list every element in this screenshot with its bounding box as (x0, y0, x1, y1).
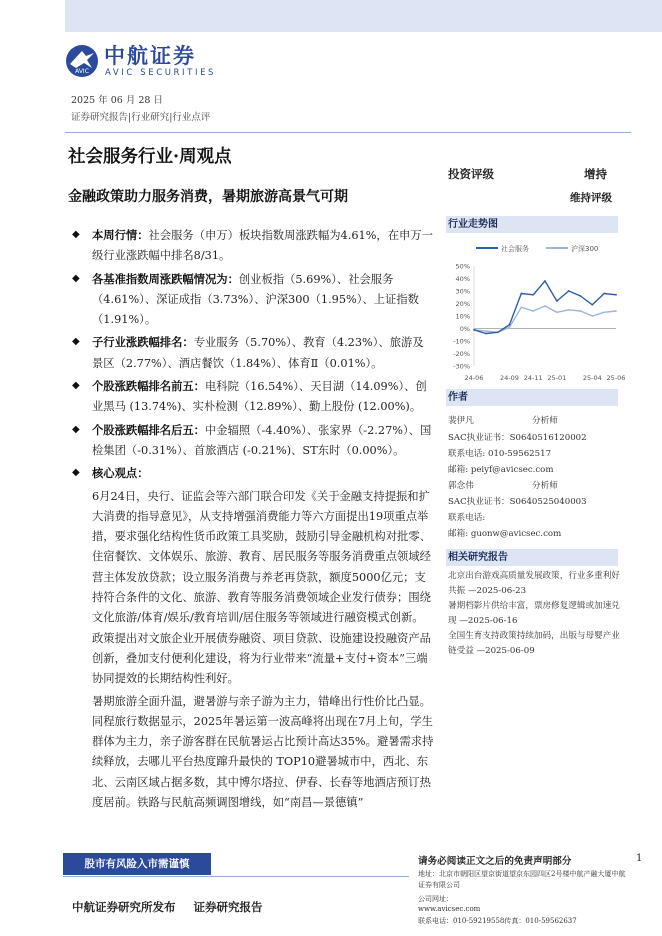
related-report-link[interactable]: 北京出台游戏高质量发展政策，行业多重利好共振 —2025-06-23 (448, 571, 620, 596)
analyst-role: 分析师 (532, 481, 558, 491)
body-paragraph: 6月24日，央行、证监会等六部门联合印发《关于金融支持提振和扩大消费的指导意见》，从支持增强消费能力等六方面提出19项重点举措，要求强化结构性货币政策工具奖励，鼓励引导金融机构对批零、住宿餐饮、文体娱乐、旅游、教育、居民服务等服务消费重点领域经营主体发放贷款；设立服务消费与养老再贷款，额度5000亿元；支持符合条件的文化、旅游、教育等服务消费领域企业发行债券；围绕文化旅游/体育/娱乐/教育培训/居住服务等领域进行融资模式创新。政策提出对文旅企业开展债券融资、项目贷款、设施建设投融资产品创新，叠加支付便利化建设，将为行业带来“流量+支付+资本”三端协同提效的长期结构性利好。 (92, 489, 431, 686)
bullet-item (72, 376, 434, 418)
company-website-row (418, 894, 453, 904)
publisher: 中航证券研究所发布 (72, 900, 176, 914)
related-report-link[interactable]: 暑期档影片供给丰富，票房修复逻辑或加速兑现 —2025-06-16 (448, 601, 620, 626)
data-point (544, 305, 546, 307)
diamond-icon: ◆ (72, 467, 80, 479)
page-subtitle: 金融政策助力服务消费，暑期旅游高景气可期 (68, 189, 348, 205)
avic-logo-icon (65, 44, 99, 78)
diamond-icon: ◆ (72, 336, 80, 348)
data-point (591, 304, 593, 306)
data-point (591, 315, 593, 317)
y-tick-label: 20% (455, 300, 470, 308)
rating-label: 投资评级 (448, 167, 494, 181)
data-point (497, 331, 499, 333)
analyst-sac: SAC执业证书：S0640516120002 (448, 433, 587, 443)
bullet-item (72, 420, 434, 462)
data-point (532, 294, 534, 296)
disclaimer-note: 请务必阅读正文之后的免责声明部分 (418, 856, 572, 867)
data-point (556, 311, 558, 313)
bullet-item (72, 269, 434, 331)
related-report-link[interactable]: 全国生育支持政策持续加码，出版与母婴产业链受益 —2025-06-09 (448, 631, 620, 656)
data-point (568, 290, 570, 292)
diamond-icon: ◆ (72, 229, 80, 240)
data-point (473, 329, 475, 331)
page-number: 1 (636, 853, 643, 864)
bullet-label: 各基准指数周涨跌幅情况为： (92, 271, 239, 286)
logo-mark-text: AVIC (75, 68, 89, 75)
rating-note: 维持评级 (570, 192, 612, 204)
data-point (603, 311, 605, 313)
logo-text-cn: 中航证券 (104, 44, 196, 68)
y-tick-label: 50% (455, 262, 470, 271)
data-point (556, 300, 558, 302)
y-tick-label: -20% (453, 350, 470, 358)
company-website[interactable]: www.avicsec.com (418, 905, 481, 913)
data-point (615, 294, 617, 296)
bullet-label: 本周行情： (92, 228, 149, 242)
report-date: 2025 年 06 月 28 日 (71, 95, 163, 106)
data-point (580, 310, 582, 312)
x-tick-label: 24-11 (523, 374, 543, 382)
bullet-label: 个股涨跌幅排名后五： (92, 422, 205, 437)
bullet-text: 创业板指（5.69%）、社会服务（4.61%）、深证成指（3.73%）、沪深300（1.95%）、上证指数（1.91%）。 (92, 272, 419, 327)
analyst-phone: 联系电话: 010-59562517 (448, 449, 552, 459)
divider (65, 132, 631, 133)
y-tick-label: -10% (453, 337, 470, 346)
y-tick-label: 30% (455, 287, 470, 296)
trend-chart-title: 行业走势图 (446, 216, 618, 233)
bullet-label: 子行业涨跌幅排名： (92, 335, 194, 350)
data-point (603, 293, 605, 295)
y-tick-label: 0% (459, 325, 470, 333)
rating-value: 增持 (584, 167, 607, 181)
analyst-name: 郭念伟 (448, 481, 474, 491)
bullet-text: 专业服务（5.70%）、教育（4.23%）、旅游及景区（2.77%）、酒店餐饮（1.84%）、体育Ⅱ（0.01%）。 (92, 336, 424, 370)
report-type: 证券研究报告 (193, 900, 263, 914)
related-reports-title: 相关研究报告 (446, 549, 618, 566)
bullet-item (72, 225, 434, 267)
bullet-text: 电科院（16.54%）、天目湖（14.09%）、创业黑马 (13.74%)、实朴检测（12.89%）、勤上股份 (12.00%)。 (92, 380, 427, 414)
analyst-name: 裴伊凡 (448, 416, 474, 426)
data-point (509, 326, 511, 328)
series-line (474, 281, 616, 334)
data-point (520, 306, 522, 308)
company-phone: 联系电话：010-59219558传真：010-59562637 (418, 917, 577, 925)
bullet-item (72, 332, 434, 374)
diamond-icon: ◆ (72, 423, 80, 435)
data-point (580, 295, 582, 297)
y-tick-label: -30% (453, 362, 470, 371)
bullet-text: 中金辐照（-4.40%）、张家界（-2.27%）、国检集团（-0.31%）、首旅酒店 (-0.21%)、ST东时（0.00%）。 (92, 423, 432, 457)
doc-type: 证券研究报告|行业研究|行业点评 (71, 112, 211, 123)
divider (63, 876, 409, 877)
analyst-section-title: 作者 (446, 389, 618, 406)
x-tick-label: 25-06 (606, 374, 626, 382)
x-tick-label: 25-01 (547, 374, 567, 382)
analyst-email[interactable]: 邮箱: peiyf@avicsec.com (448, 465, 554, 475)
data-point (485, 330, 487, 332)
legend-label: 社会服务 (501, 245, 529, 253)
data-point (615, 310, 617, 312)
trend-chart (446, 236, 626, 386)
bullet-item (72, 463, 434, 484)
analyst-phone: 联系电话: (448, 513, 486, 523)
y-tick-label: 40% (455, 275, 470, 283)
x-tick-label: 25-04 (582, 374, 602, 382)
company-address: 地址：北京市朝阳区望京街道望京东园四区2号楼中航产融大厦中航证券有限公司 (418, 870, 626, 889)
x-tick-label: 24-06 (464, 374, 484, 382)
bullet-label: 个股涨跌幅排名前五： (92, 379, 205, 394)
data-point (544, 280, 546, 282)
risk-warning-bar: 股市有风险入市需谨慎 (63, 853, 211, 875)
page-title: 社会服务行业·周观点 (68, 147, 232, 167)
data-point (520, 293, 522, 295)
website-label: 公司网址： (418, 895, 453, 903)
header-band (65, 0, 662, 32)
analyst-sac: SAC执业证书：S0640525040003 (448, 497, 587, 507)
analyst-role: 分析师 (532, 416, 558, 426)
data-point (485, 333, 487, 335)
diamond-icon: ◆ (72, 380, 80, 392)
body-paragraph: 暑期旅游全面升温，避暑游与亲子游为主力，错峰出行性价比凸显。同程旅行数据显示，2025年暑运第一波高峰将出现在7月上旬，学生群体为主力，亲子游客群在民航暑运占比预计高达35%。避暑需求持续释放，去哪儿平台热度蹿升最快的 TOP10避暑城市中，西北、东北、云南区域占据多数，其中博尔塔拉、伊春、长春等地酒店预订热度居前。铁路与民航高频调图增线，如“南昌—景德镇” (92, 694, 434, 810)
x-tick-label: 24-09 (500, 374, 519, 382)
analyst-email[interactable]: 邮箱: guonw@avicsec.com (448, 529, 562, 539)
bullet-text: 社会服务（申万）板块指数周涨跌幅为4.61%，在申万一级行业涨跌幅中排名8/31。 (92, 229, 433, 263)
logo-text-en: AVIC SECURITIES (105, 68, 217, 78)
y-tick-label: 10% (455, 312, 470, 321)
legend-label: 沪深300 (571, 245, 599, 253)
footer-publisher (72, 899, 263, 915)
main-content (72, 225, 434, 813)
data-point (509, 324, 511, 326)
diamond-icon: ◆ (72, 272, 80, 284)
data-point (532, 310, 534, 312)
data-point (568, 309, 570, 311)
bullet-label: 核心观点： (92, 466, 149, 481)
